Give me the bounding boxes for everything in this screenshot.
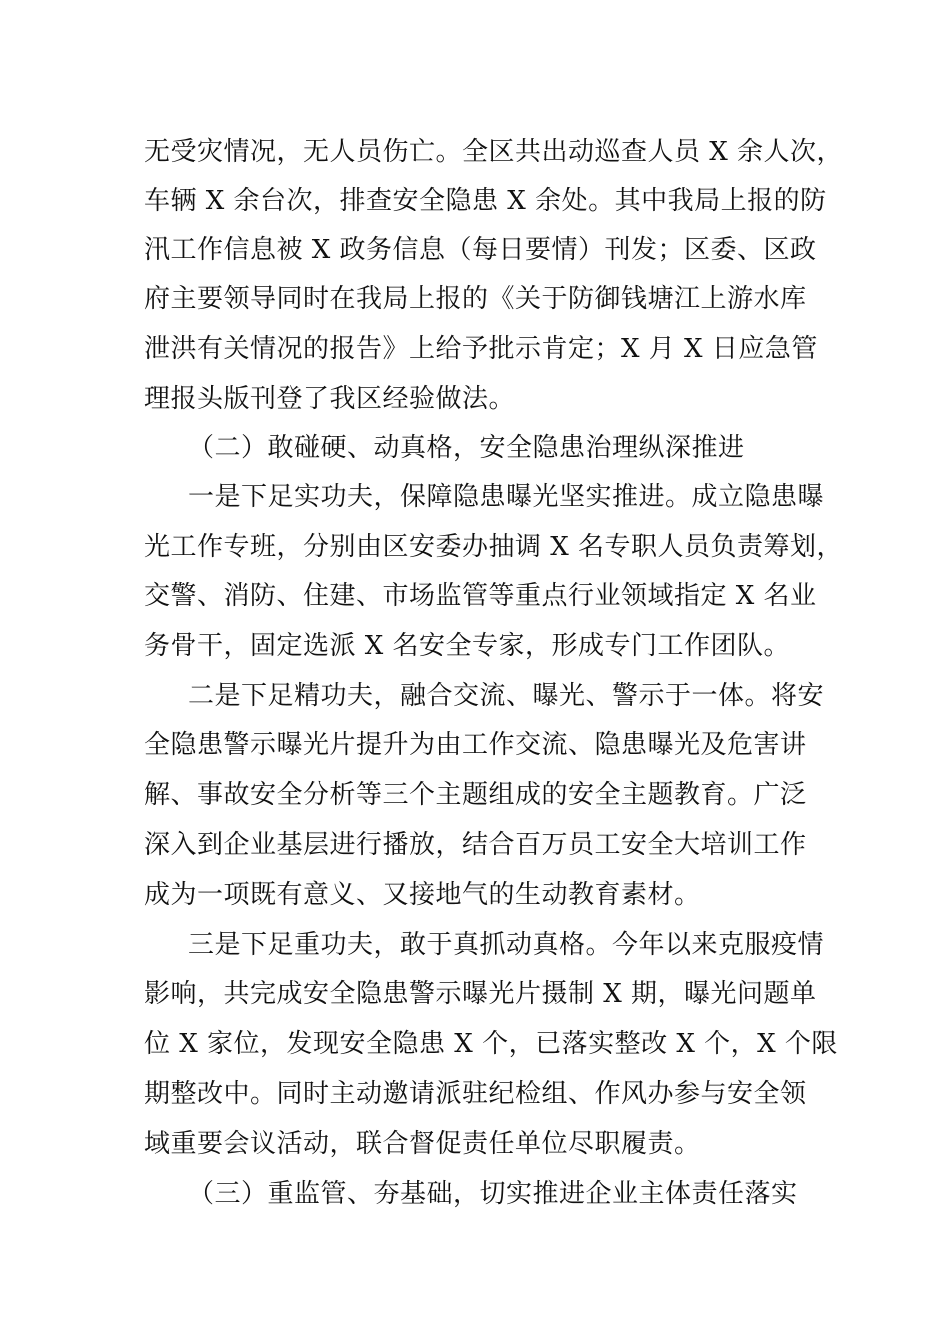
text-line: 三是下足重功夫，敢于真抓动真格。今年以来克服疫情 <box>188 930 825 960</box>
text-line: 解、事故安全分析等三个主题组成的安全主题教育。广泛 <box>144 780 807 810</box>
text-line: 二是下足精功夫，融合交流、曝光、警示于一体。将安 <box>188 681 825 711</box>
text-line: 位 X 家位，发现安全隐患 X 个，已落实整改 X 个，X 个限 <box>144 1029 838 1059</box>
text-line: 理报头版刊登了我区经验做法。 <box>144 384 516 414</box>
text-line: 务骨干，固定选派 X 名安全专家，形成专门工作团队。 <box>144 631 791 661</box>
text-line: 光工作专班，分别由区安委办抽调 X 名专职人员负责筹划， <box>144 532 844 562</box>
text-line: 交警、消防、住建、市场监管等重点行业领域指定 X 名业 <box>144 581 817 611</box>
text-line: 成为一项既有意义、又接地气的生动教育素材。 <box>144 880 701 910</box>
text-line: 无受灾情况，无人员伤亡。全区共出动巡查人员 X 余人次， <box>144 137 844 167</box>
section-heading: （二）敢碰硬、动真格，安全隐患治理纵深推进 <box>188 433 745 463</box>
text-line: 泄洪有关情况的报告》上给予批示肯定；X 月 X 日应急管 <box>144 334 818 364</box>
text-line: 域重要会议活动，联合督促责任单位尽职履责。 <box>144 1129 701 1159</box>
text-line: 一是下足实功夫，保障隐患曝光坚实推进。成立隐患曝 <box>188 482 825 512</box>
text-line: 车辆 X 余台次，排查安全隐患 X 余处。其中我局上报的防 <box>144 186 827 216</box>
text-line: 影响，共完成安全隐患警示曝光片摄制 X 期，曝光问题单 <box>144 979 817 1009</box>
text-line: 深入到企业基层进行播放，结合百万员工安全大培训工作 <box>144 830 807 860</box>
text-line: 府主要领导同时在我局上报的《关于防御钱塘江上游水库 <box>144 284 807 314</box>
text-line: 全隐患警示曝光片提升为由工作交流、隐患曝光及危害讲 <box>144 730 807 760</box>
section-heading: （三）重监管、夯基础，切实推进企业主体责任落实 <box>188 1179 798 1209</box>
text-line: 期整改中。同时主动邀请派驻纪检组、作风办参与安全领 <box>144 1079 807 1109</box>
text-line: 汛工作信息被 X 政务信息（每日要情）刊发；区委、区政 <box>144 235 817 265</box>
